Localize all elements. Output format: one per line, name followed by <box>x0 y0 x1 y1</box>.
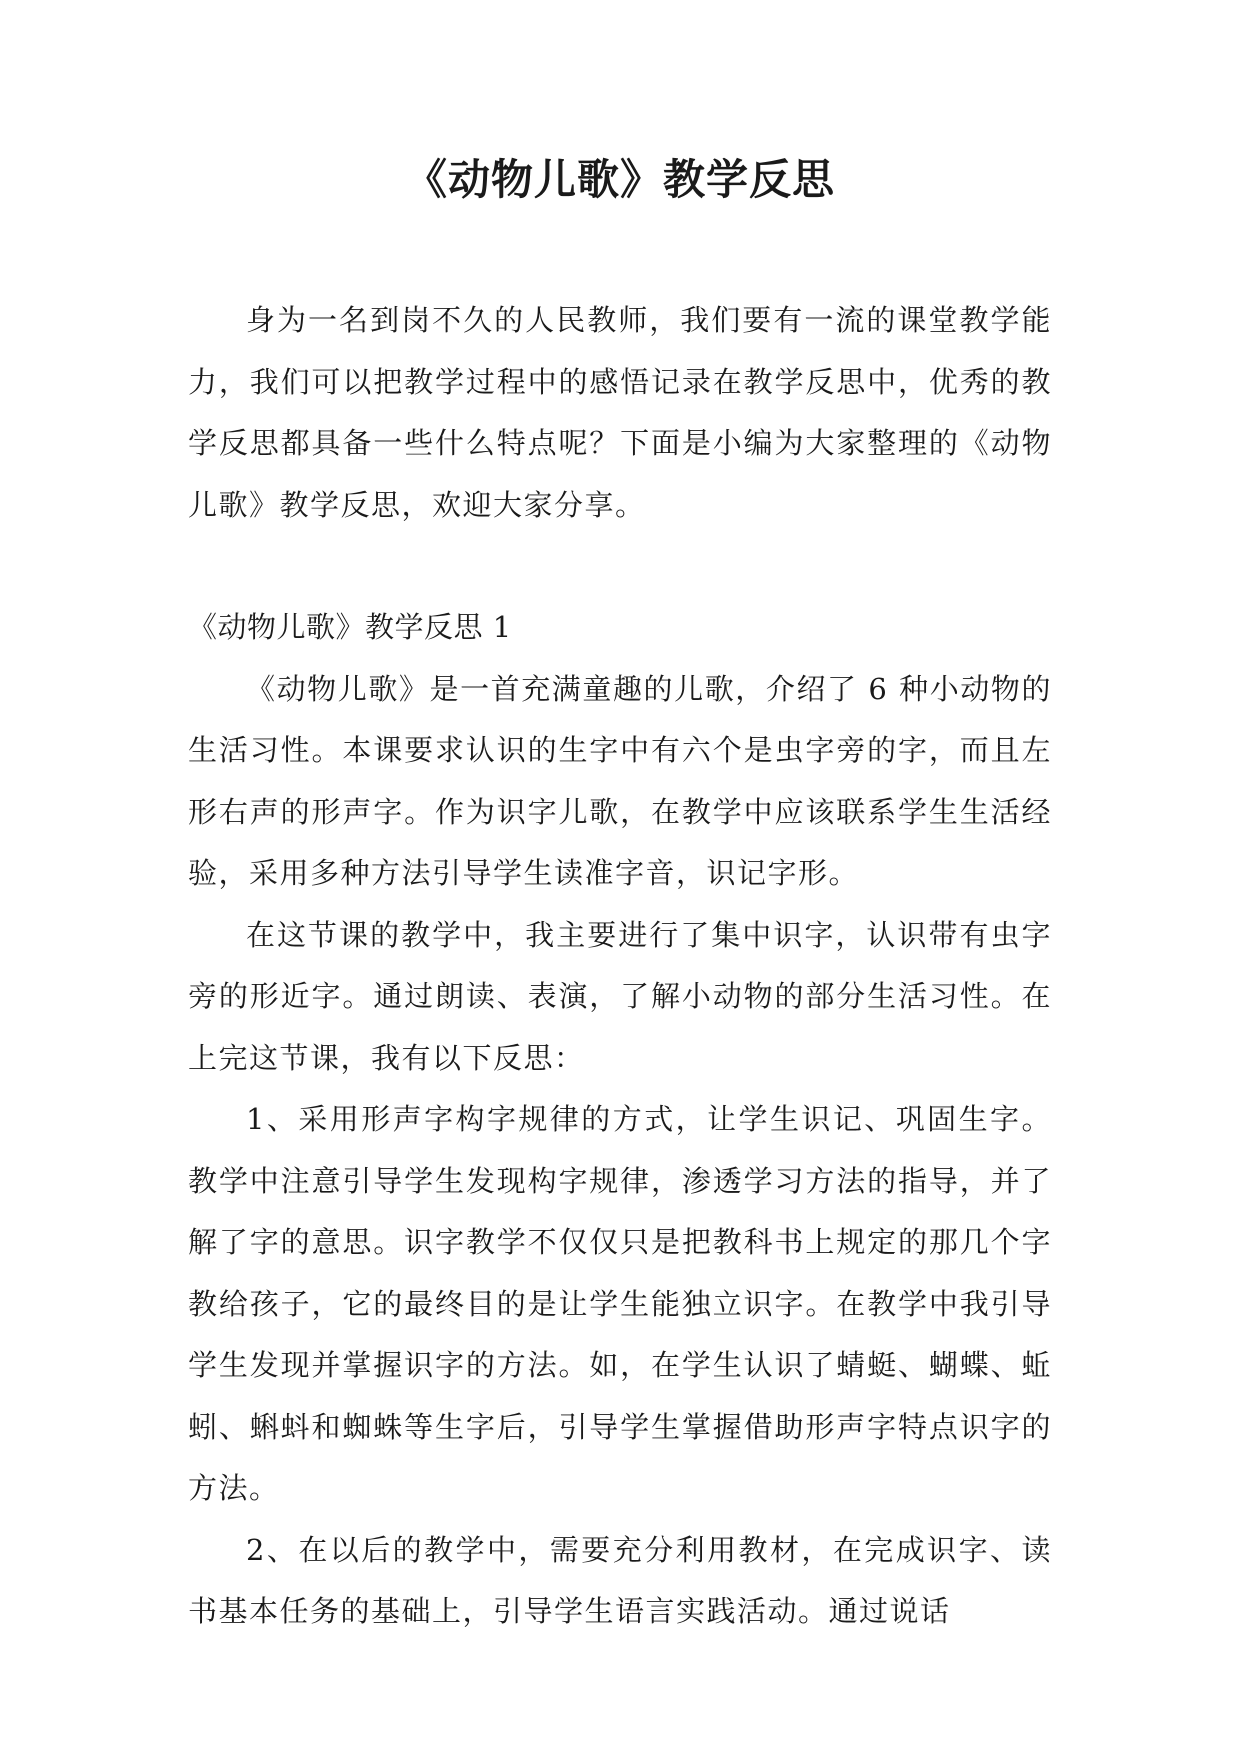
body-paragraph: 2、在以后的教学中，需要充分利用教材，在完成识字、读书基本任务的基础上，引导学生语言实践活动。通过说话 <box>188 1532 1052 1628</box>
body-paragraph: 1、采用形声字构字规律的方式，让学生识记、巩固生字。教学中注意引导学生发现构字规律，渗透学习方法的指导，并了解了字的意思。识字教学不仅仅只是把教科书上规定的那几个字教给孩子，它的最终目的是让学生能独立识字。在教学中我引导学生发现并掌握识字的方法。如，在学生认识了蜻蜓、蝴蝶、蚯蚓、蝌蚪和蜘蛛等生字后，引导学生掌握借助形声字特点识字的方法。 <box>188 1102 1052 1505</box>
section-heading: 《动物儿歌》教学反思 1 <box>188 610 512 644</box>
document-body <box>188 290 1052 1643</box>
body-paragraph: 《动物儿歌》是一首充满童趣的儿歌，介绍了 6 种小动物的生活习性。本课要求认识的生字中有六个是虫字旁的字，而且左形右声的形声字。作为识字儿歌，在教学中应该联系学生生活经验，采用多种方法引导学生读准字音，识记字形。 <box>188 671 1052 890</box>
body-paragraph: 在这节课的教学中，我主要进行了集中识字，认识带有虫字旁的形近字。通过朗读、表演，了解小动物的部分生活习性。在上完这节课，我有以下反思： <box>188 917 1052 1075</box>
intro-paragraph: 身为一名到岗不久的人民教师，我们要有一流的课堂教学能力，我们可以把教学过程中的感悟记录在教学反思中，优秀的教学反思都具备一些什么特点呢？下面是小编为大家整理的《动物儿歌》教学反思，欢迎大家分享。 <box>188 303 1052 522</box>
document-title: 《动物儿歌》教学反思 <box>404 155 835 204</box>
document-page <box>188 0 1052 1754</box>
